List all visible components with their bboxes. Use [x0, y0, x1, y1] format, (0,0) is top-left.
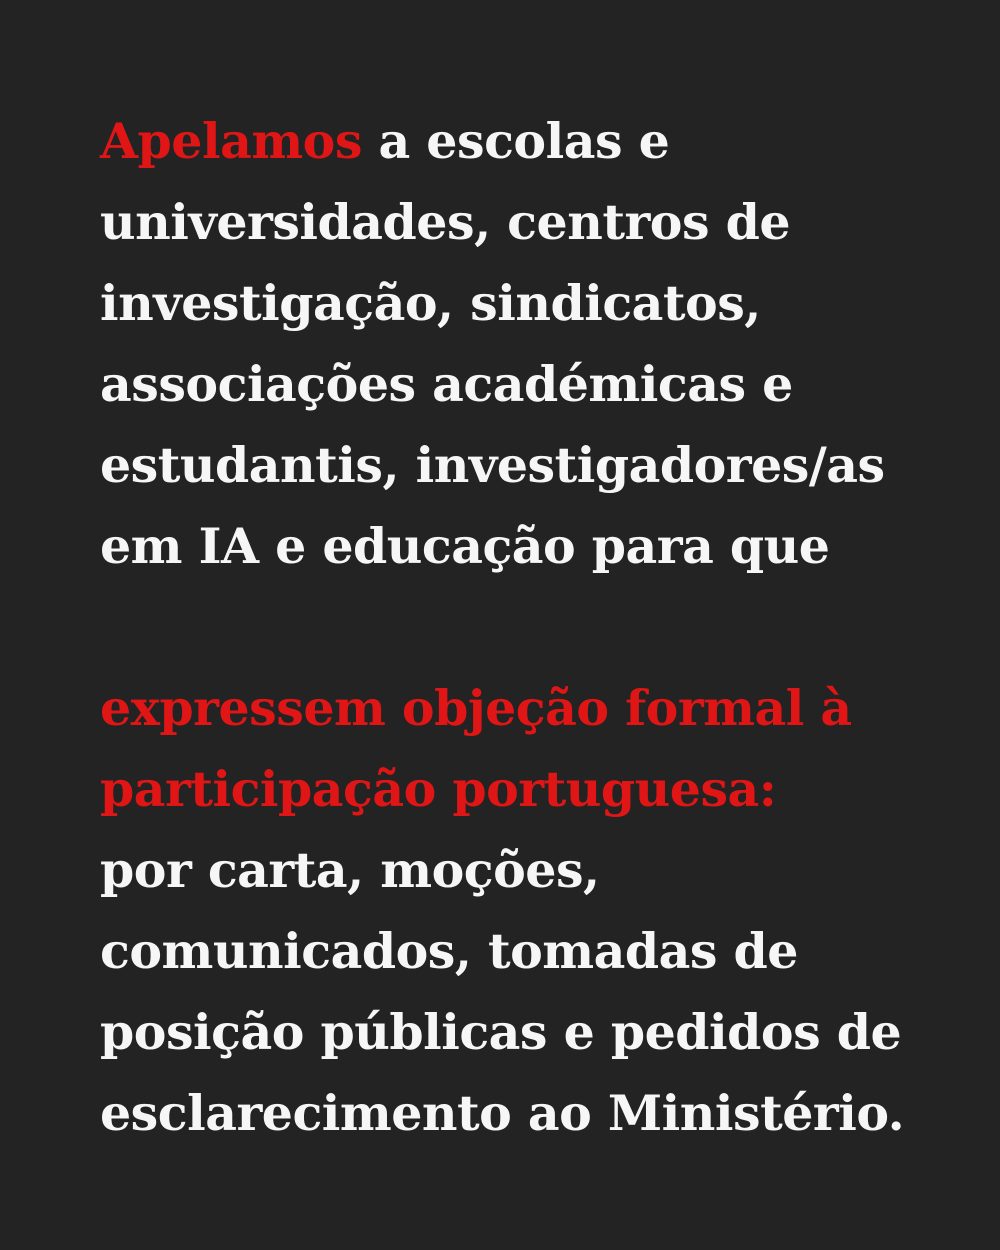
appeal-text [100, 101, 940, 1154]
lead-word: Apelamos [100, 112, 362, 170]
paragraph-1-line-6: em IA e educação para que [100, 517, 830, 575]
paragraph-2-line-5: posição públicas e pedidos de [100, 1003, 902, 1061]
line-1-rest: a escolas e [361, 112, 670, 170]
highlight-line-1: expressem objeção formal à [100, 679, 852, 737]
paragraph-2-line-3: por carta, moções, [100, 841, 600, 899]
highlight-line-2: participação portuguesa: [100, 760, 777, 818]
paragraph-1-line-1 [100, 101, 940, 182]
paragraph-1-line-2: universidades, centros de [100, 193, 791, 251]
paragraph-1-line-3: investigação, sindicatos, [100, 274, 761, 332]
paragraph-2-line-4: comunicados, tomadas de [100, 922, 798, 980]
paragraph-1-line-4: associações académicas e [100, 355, 793, 413]
paragraph-1-line-5: estudantis, investigadores/as [100, 436, 885, 494]
paragraph-gap [100, 587, 940, 668]
paragraph-2-line-6: esclarecimento ao Ministério. [100, 1084, 905, 1142]
